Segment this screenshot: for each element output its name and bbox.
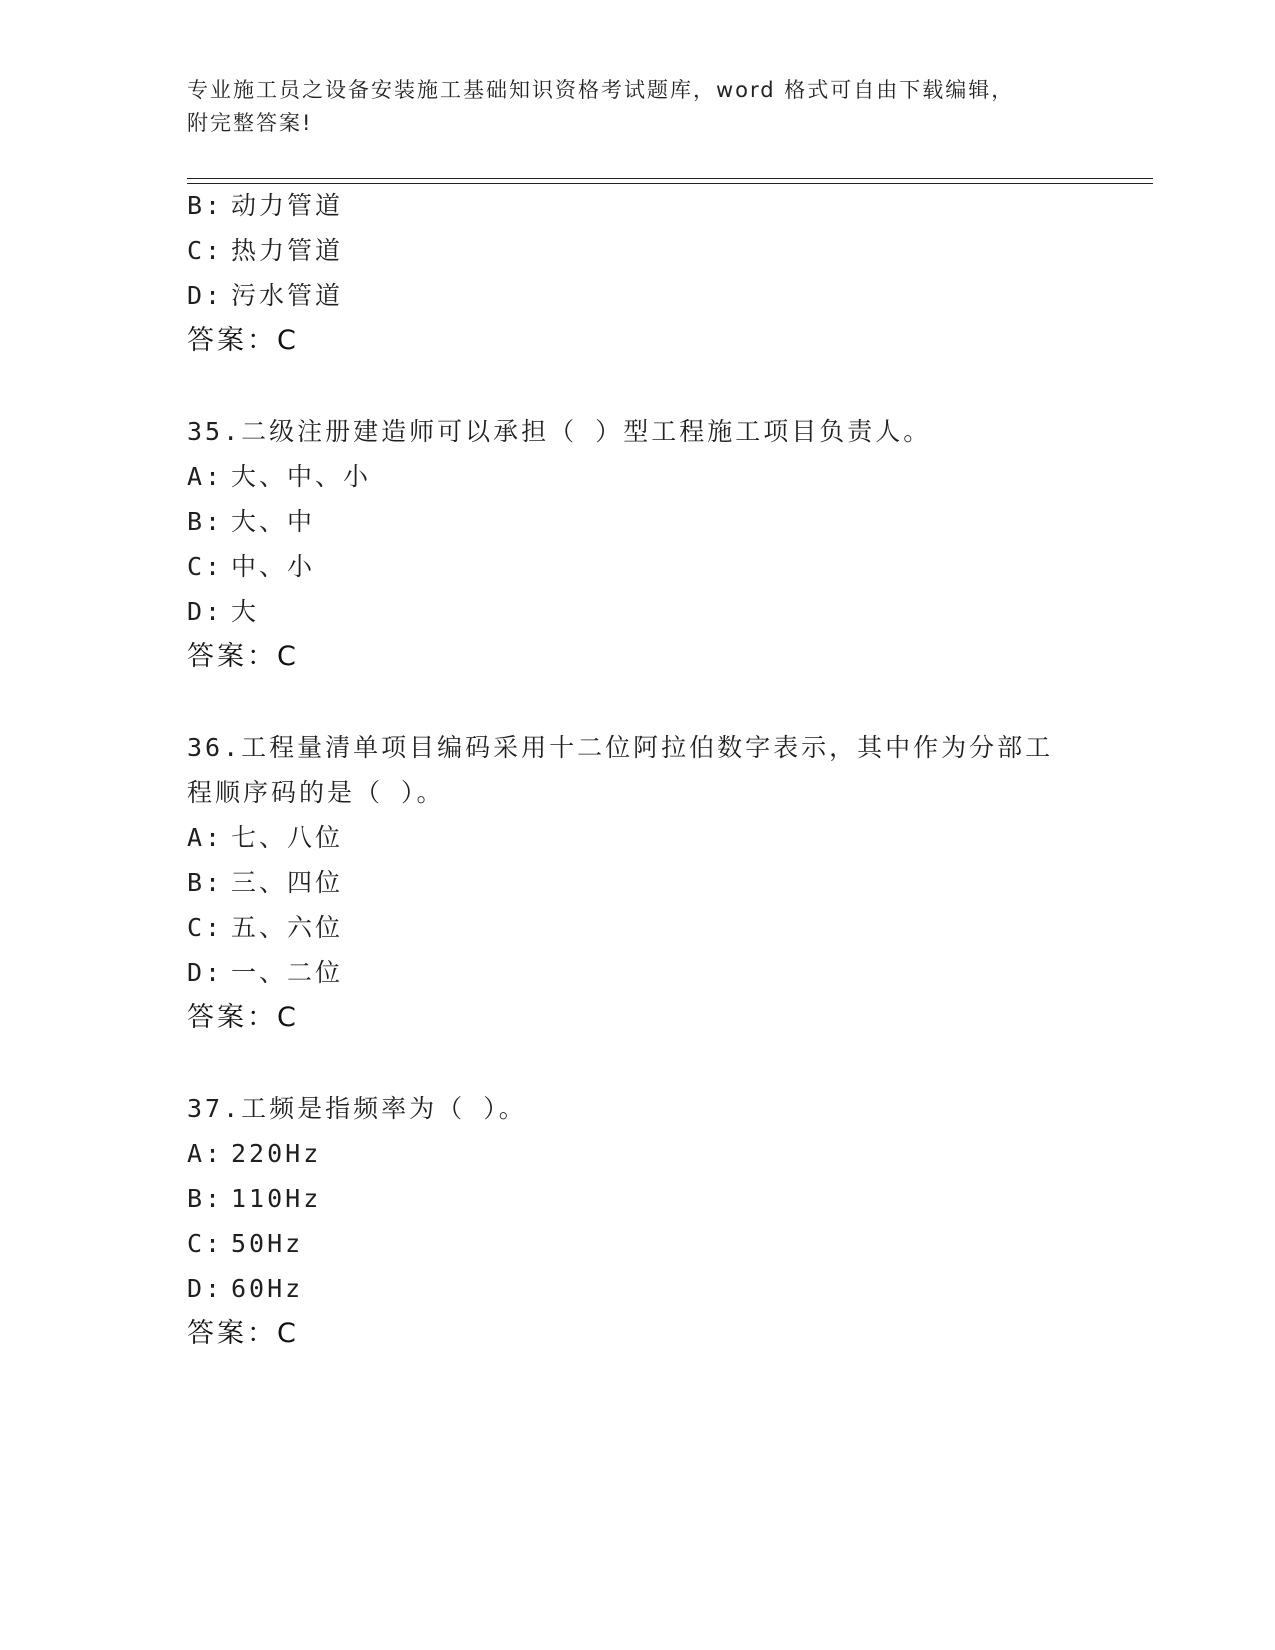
question-stem: 37.工频是指频率为（ ）。 <box>187 1094 527 1123</box>
option-key: D: <box>187 958 224 987</box>
option-text: 七、八位 <box>231 823 344 852</box>
option-text: 一、二位 <box>231 958 344 987</box>
option-text: 110Hz <box>231 1184 322 1213</box>
answer-label: 答案：C <box>187 325 299 356</box>
option-d <box>187 958 343 988</box>
answer-label: 答案：C <box>187 641 299 672</box>
option-text: 60Hz <box>231 1274 304 1303</box>
question-stem: 35.二级注册建造师可以承担（ ）型工程施工项目负责人。 <box>187 417 932 446</box>
question-stem: 36.工程量清单项目编码采用十二位阿拉伯数字表示，其中作为分部工 <box>187 733 1054 762</box>
option-key: D: <box>187 1274 224 1303</box>
option-d <box>187 281 343 311</box>
option-text: 五、六位 <box>231 913 344 942</box>
option-text: 热力管道 <box>231 236 344 265</box>
option-text: 中、小 <box>231 552 316 581</box>
option-b <box>187 191 343 221</box>
option-text: 大 <box>231 597 260 626</box>
document-header <box>187 74 1087 140</box>
option-text: 50Hz <box>231 1229 304 1258</box>
option-key: A: <box>187 462 224 491</box>
answer-label: 答案：C <box>187 1318 299 1349</box>
header-divider-top <box>187 178 1153 179</box>
option-c <box>187 913 343 943</box>
option-b <box>187 507 315 537</box>
option-c <box>187 552 315 582</box>
option-b <box>187 1184 321 1214</box>
option-b <box>187 868 343 898</box>
option-c <box>187 1229 303 1259</box>
option-key: A: <box>187 823 224 852</box>
option-text: 220Hz <box>231 1139 322 1168</box>
option-key: A: <box>187 1139 224 1168</box>
option-key: D: <box>187 281 224 310</box>
header-divider-bottom <box>187 183 1153 184</box>
option-text: 污水管道 <box>231 281 344 310</box>
option-a <box>187 1139 321 1169</box>
question-stem-continued: 程顺序码的是（ ）。 <box>187 778 445 807</box>
option-text: 三、四位 <box>231 868 344 897</box>
answer-label: 答案：C <box>187 1002 299 1033</box>
option-key: D: <box>187 597 224 626</box>
header-line-1: 专业施工员之设备安装施工基础知识资格考试题库，word 格式可自由下载编辑， <box>187 78 1015 102</box>
option-key: C: <box>187 1229 224 1258</box>
option-d <box>187 597 259 627</box>
option-text: 大、中、小 <box>231 462 372 491</box>
option-key: B: <box>187 868 224 897</box>
option-key: B: <box>187 1184 224 1213</box>
option-key: C: <box>187 552 224 581</box>
option-c <box>187 236 343 266</box>
option-key: B: <box>187 191 224 220</box>
option-text: 动力管道 <box>231 191 344 220</box>
option-a <box>187 823 343 853</box>
option-a <box>187 462 371 492</box>
option-d <box>187 1274 303 1304</box>
option-key: C: <box>187 913 224 942</box>
option-key: C: <box>187 236 224 265</box>
option-text: 大、中 <box>231 507 316 536</box>
header-line-2: 附完整答案! <box>187 111 313 135</box>
option-key: B: <box>187 507 224 536</box>
